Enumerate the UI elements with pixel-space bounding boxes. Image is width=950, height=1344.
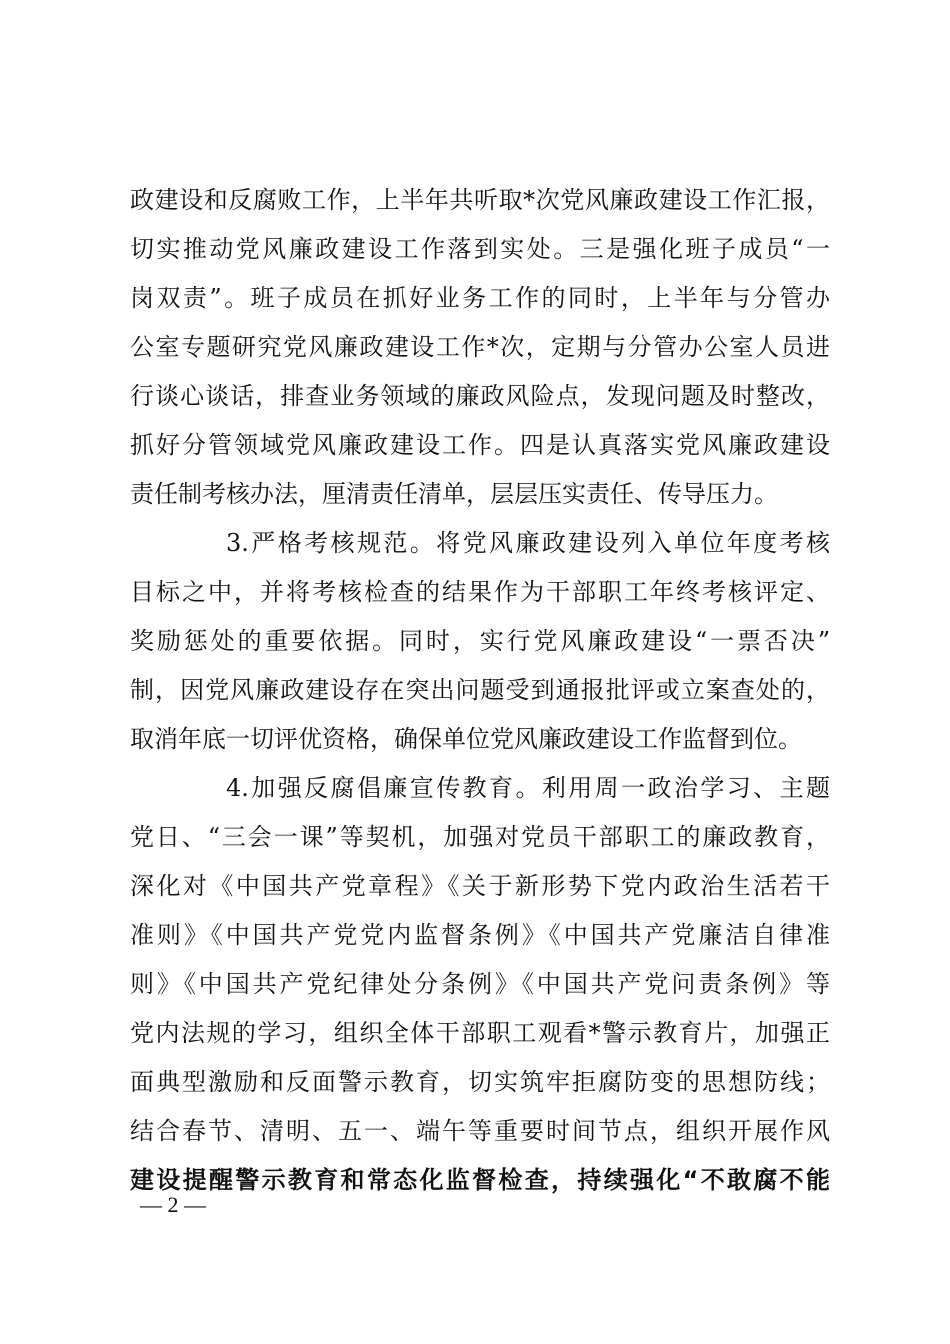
text-line: 深化对《中国共产党章程》《关于新形势下党内政治生活若干 bbox=[130, 872, 830, 900]
text-line: 岗双责”。班子成员在抓好业务工作的同时，上半年与分管办 bbox=[130, 284, 830, 312]
text-line: 切实推动党风廉政建设工作落到实处。三是强化班子成员“一 bbox=[130, 235, 830, 263]
text-line: 目标之中，并将考核检查的结果作为干部职工年终考核评定、 bbox=[130, 578, 830, 606]
page-number: — 2 — bbox=[140, 1192, 206, 1217]
text-line: 行谈心谈话，排查业务领域的廉政风险点，发现问题及时整改， bbox=[130, 382, 830, 410]
text-line: 准则》《中国共产党党内监督条例》《中国共产党廉洁自律准 bbox=[130, 921, 830, 949]
text-line: 取消年底一切评优资格，确保单位党风廉政建设工作监督到位。 bbox=[130, 725, 802, 753]
text-line: 奖励惩处的重要依据。同时，实行党风廉政建设“一票否决” bbox=[130, 627, 830, 655]
text-line: 政建设和反腐败工作，上半年共听取*次党风廉政建设工作汇报， bbox=[130, 186, 830, 214]
text-line: 结合春节、清明、五一、端午等重要时间节点，组织开展作风 bbox=[130, 1117, 830, 1145]
text-line: 则》《中国共产党纪律处分条例》《中国共产党问责条例》等 bbox=[130, 970, 830, 998]
text-line: 党内法规的学习，组织全体干部职工观看*警示教育片，加强正 bbox=[130, 1019, 830, 1047]
section-heading-line: 4.加强反腐倡廉宣传教育。利用周一政治学习、主题 bbox=[226, 774, 830, 802]
body-text bbox=[130, 176, 830, 1205]
text-line: 抓好分管领域党风廉政建设工作。四是认真落实党风廉政建设 bbox=[130, 431, 830, 459]
section-heading-line: 3.严格考核规范。将党风廉政建设列入单位年度考核 bbox=[226, 529, 830, 557]
text-line: 责任制考核办法，厘清责任清单，层层压实责任、传导压力。 bbox=[130, 480, 778, 508]
text-line: 制，因党风廉政建设存在突出问题受到通报批评或立案查处的， bbox=[130, 676, 830, 704]
text-line: 建设提醒警示教育和常态化监督检查，持续强化“不敢腐不能 bbox=[130, 1166, 830, 1194]
text-line: 党日、“三会一课”等契机，加强对党员干部职工的廉政教育， bbox=[130, 823, 830, 851]
text-line: 面典型激励和反面警示教育，切实筑牢拒腐防变的思想防线； bbox=[130, 1068, 830, 1096]
text-line: 公室专题研究党风廉政建设工作*次，定期与分管办公室人员进 bbox=[130, 333, 830, 361]
